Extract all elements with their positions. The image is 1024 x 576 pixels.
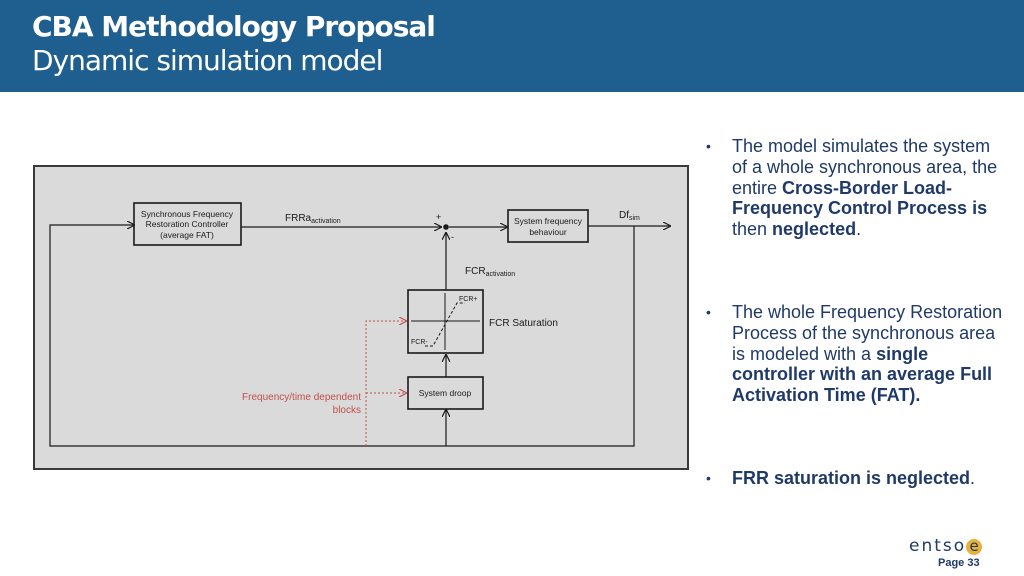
minus-sign: - [451,232,454,242]
summing-junction [443,224,449,230]
slide-title: CBA Methodology Proposal [32,10,435,43]
fcr-activation-label: $FCR_{activation}$ [465,266,516,278]
fcr-saturation-label: FCR Saturation [489,318,558,329]
logo-e-mark: e [966,539,982,555]
bullet-text [732,468,1007,489]
df-label: $Df_{sim}$ [619,210,640,222]
bullet-marker: • [706,138,711,154]
entsoe-logo [909,536,982,556]
frra-label: FRRa$_{activation}$ [285,213,341,225]
dependent-note-line1: Frequency/time dependent [242,392,361,403]
bullet-1-part-2: Cross-Border Load-Frequency Control Process is [732,177,988,219]
bullet-1-part-3: then [732,219,773,240]
bullet-1-part-5: . [856,219,862,240]
diagram-svg [33,165,689,470]
bullet-3-part-1: FRR saturation is neglected [732,468,971,488]
bullet-1-part-1: The model simulates the system of a whole synchronous area, the entire [732,136,998,198]
controller-label-line3: (average FAT) [160,230,214,240]
slide-subtitle: Dynamic simulation model [32,44,383,77]
bullet-2-part-2: single controller with an average Full Activation Time (FAT). [732,343,993,406]
dependent-bracket-saturation [366,321,406,446]
bullet-2-part-1: The whole Frequency Restoration Process of the synchronous area is modeled with a [732,302,1003,364]
bullet-text [732,136,1007,240]
bullet-marker: • [706,304,711,320]
dependent-note-line2: blocks [332,405,361,416]
system-frequency-line2: behaviour [529,227,567,237]
fcr-plus-label: FCR+ [459,296,478,303]
fcr-minus-label: FCR- [411,339,428,346]
bullet-3-part-2: . [970,468,976,488]
controller-label-line2: Restoration Controller [145,219,229,229]
system-droop-label: System droop [418,388,472,398]
header-bar [0,0,1024,92]
system-frequency-line1: System frequency [513,216,583,226]
system-frequency-block [508,210,588,242]
controller-label-line1: Synchronous Frequency [140,209,234,219]
bullet-marker: • [706,470,711,486]
logo-text: entso [909,536,967,556]
bullet-1-part-4: neglected [772,219,857,240]
simulation-diagram [33,165,689,470]
plus-sign: + [436,212,442,222]
bullet-text [732,302,1007,406]
page-number: Page 33 [938,557,980,569]
